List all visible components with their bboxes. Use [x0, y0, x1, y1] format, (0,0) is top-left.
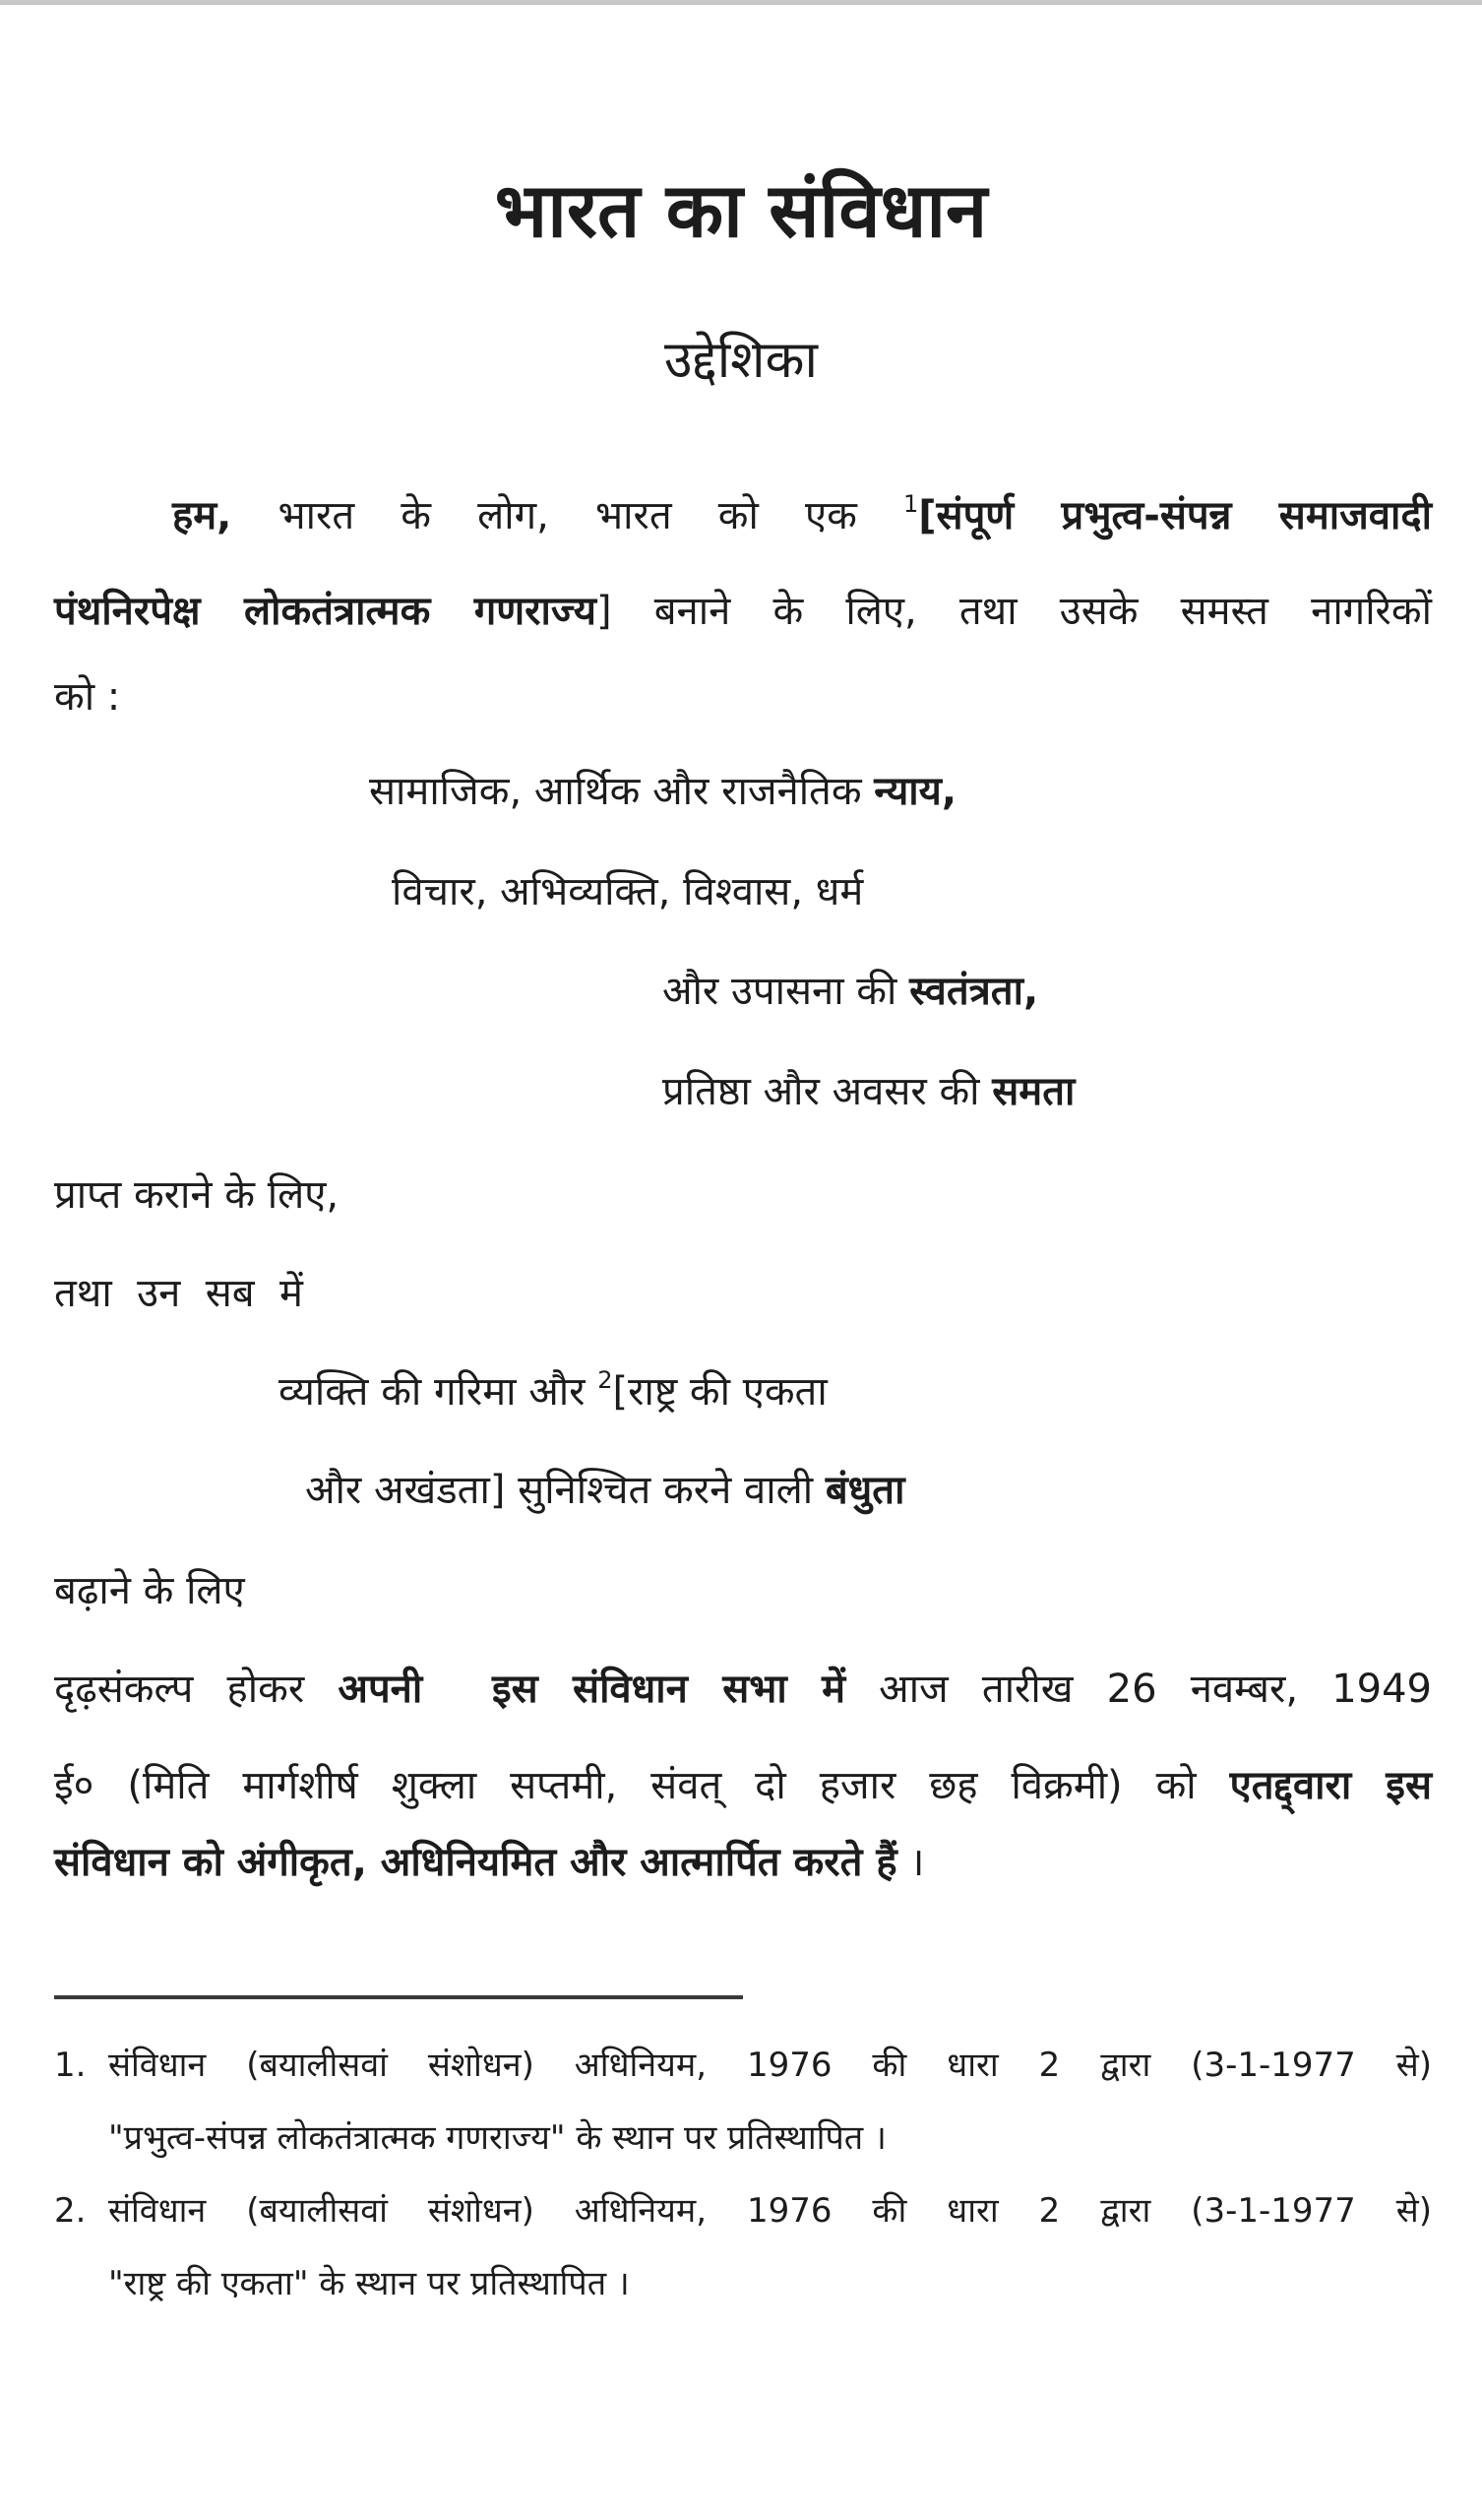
adopt-enact-text: संविधान को अंगीकृत, अधिनियमित और आत्मार्पित करते हैं [54, 1840, 897, 1885]
footnote-ref-1: 1 [902, 490, 919, 518]
footnote-1-line-2: "प्रभुत्व-संपन्न लोकतंत्रात्मक गणराज्य" के स्थान पर प्रतिस्थापित । [108, 2118, 887, 2158]
footnote-2-number: 2. [54, 2191, 87, 2231]
preamble-people-text: भारत के लोग, भारत को एक [231, 493, 903, 538]
document-subtitle: उद्देशिका [664, 331, 818, 390]
preamble-secular-republic: पंथनिरपेक्ष लोकतंत्रात्मक गणराज्य [54, 589, 596, 634]
preamble-equality-line [662, 1068, 1075, 1115]
justice-text: सामाजिक, आर्थिक और राजनैतिक [369, 769, 875, 814]
fraternity-word: बंधुता [825, 1468, 905, 1513]
preamble-sovereign-socialist: [संपूर्ण प्रभुत्व-संपन्न समाजवादी [918, 493, 1432, 538]
resolve-text-2: ई० (मिति मार्गशीर्ष शुक्ला सप्तमी, संवत् दो हजार छह विक्रमी) को [54, 1763, 1230, 1808]
footnote-2-line-1: संविधान (बयालीसवां संशोधन) अधिनियम, 1976 की धारा 2 द्वारा (3-1-1977 से) [108, 2191, 1432, 2231]
resolve-line-1 [54, 1666, 1432, 1713]
resolve-end-mark: । [896, 1840, 925, 1885]
preamble-thought-line: विचार, अभिव्यक्ति, विश्वास, धर्म [392, 869, 864, 914]
dignity-text: व्यक्ति की गरिमा और [278, 1369, 598, 1415]
hereby-text: एतद्द्वारा इस [1229, 1763, 1432, 1808]
footnote-1-line-1: संविधान (बयालीसवां संशोधन) अधिनियम, 1976 की धारा 2 द्वारा (3-1-1977 से) [108, 2046, 1432, 2085]
document-title: भारत का संविधान [494, 166, 988, 254]
preamble-line-3: को : [54, 674, 121, 720]
preamble-liberty-line [662, 968, 1038, 1015]
preamble-promote-line: बढ़ाने के लिए [54, 1568, 245, 1613]
constituent-assembly-text: अपनी इस संविधान सभा में [338, 1667, 846, 1712]
unity-text: [राष्ट्र की एकता [612, 1369, 828, 1415]
resolve-date-text: आज तारीख 26 नवम्बर, 1949 [845, 1667, 1433, 1712]
fraternity-text: और अखंडता] सुनिश्चित करने वाली [305, 1468, 826, 1513]
liberty-word: स्वतंत्रता, [909, 969, 1039, 1014]
footnote-2-line-2: "राष्ट्र की एकता" के स्थान पर प्रतिस्थापित । [108, 2264, 630, 2303]
equality-word: समता [992, 1069, 1076, 1114]
resolve-text-1: दृढ़संकल्प होकर [54, 1667, 339, 1712]
resolve-line-3 [54, 1839, 924, 1886]
footnote-1-number: 1. [54, 2046, 87, 2085]
justice-word: न्याय, [874, 769, 957, 814]
footnote-separator [54, 1995, 743, 1999]
preamble-secure-line: प्राप्त कराने के लिए, [54, 1172, 340, 1218]
liberty-text: और उपासना की [662, 969, 910, 1014]
preamble-justice-line [369, 768, 957, 815]
preamble-fraternity-line [305, 1467, 904, 1514]
resolve-line-2 [54, 1762, 1432, 1809]
preamble-line-1 [172, 492, 1432, 539]
preamble-dignity-line [278, 1368, 828, 1416]
preamble-citizens-text: ] बनाने के लिए, तथा उसके समस्त नागरिकों [595, 589, 1433, 634]
preamble-among-all-line: तथा उन सब में [54, 1271, 303, 1316]
preamble-we: हम, [172, 493, 232, 538]
preamble-line-2 [54, 588, 1432, 635]
footnote-ref-2: 2 [597, 1366, 613, 1394]
equality-text: प्रतिष्ठा और अवसर की [662, 1069, 993, 1114]
